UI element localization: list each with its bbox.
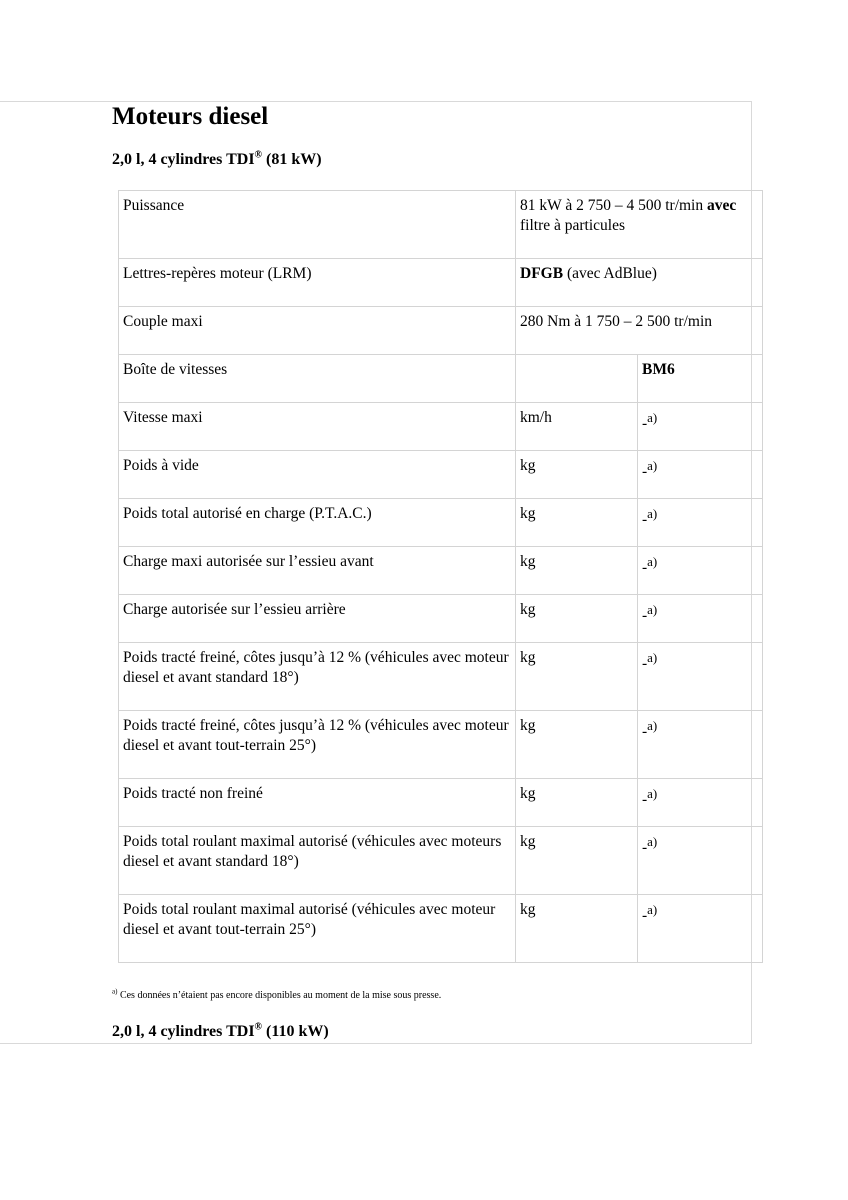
value-text: - — [642, 607, 648, 625]
spec-value — [638, 499, 763, 547]
spec-unit: kg — [516, 895, 638, 963]
spec-unit: kg — [516, 595, 638, 643]
spec-value — [516, 191, 763, 259]
value-text: - — [642, 463, 648, 481]
table-row — [119, 307, 763, 355]
spec-label: Poids total roulant maximal autorisé (véhicules avec moteur diesel et avant tout-terrain 25°) — [119, 895, 516, 963]
spec-unit: km/h — [516, 403, 638, 451]
table-row — [119, 499, 763, 547]
value-text: - — [642, 791, 648, 809]
value-text: - — [642, 907, 648, 925]
spec-value — [638, 451, 763, 499]
section-heading-text: 2,0 l, 4 cylindres TDI — [112, 1023, 255, 1040]
value-text: - — [642, 839, 648, 857]
spec-unit: kg — [516, 547, 638, 595]
spec-label: Poids tracté non freiné — [119, 779, 516, 827]
spec-label: Poids total autorisé en charge (P.T.A.C.) — [119, 499, 516, 547]
spec-label: Puissance — [119, 191, 516, 259]
table-row — [119, 895, 763, 963]
section-heading-81kw — [112, 150, 322, 170]
spec-value — [638, 895, 763, 963]
spec-value — [638, 827, 763, 895]
footnote-ref: a) — [647, 506, 658, 521]
value-text: filtre à particules — [520, 217, 626, 234]
spec-value — [638, 595, 763, 643]
table-row — [119, 827, 763, 895]
table-row — [119, 779, 763, 827]
footnote-ref: a) — [647, 602, 658, 617]
table-row — [119, 355, 763, 403]
section-heading-power: (110 kW) — [262, 1023, 329, 1040]
gearbox-value: BM6 — [638, 355, 763, 403]
table-row — [119, 643, 763, 711]
section-heading-text: 2,0 l, 4 cylindres TDI — [112, 151, 255, 168]
footnote-ref: a) — [647, 554, 658, 569]
value-text: - — [642, 723, 648, 741]
registered-mark: ® — [254, 1021, 263, 1033]
value-text: - — [642, 655, 648, 673]
footnote-mark: a) — [112, 987, 118, 996]
spec-label: Poids tracté freiné, côtes jusqu’à 12 % (véhicules avec moteur diesel et avant standard 18°) — [119, 643, 516, 711]
spec-label: Poids total roulant maximal autorisé (véhicules avec moteurs diesel et avant standard 18°) — [119, 827, 516, 895]
footnote-ref: a) — [647, 834, 658, 849]
footnote-text: Ces données n’étaient pas encore disponibles au moment de la mise sous presse. — [117, 990, 442, 1001]
value-bold: avec — [707, 197, 737, 214]
value-text: (avec AdBlue) — [563, 265, 657, 282]
spec-unit: kg — [516, 827, 638, 895]
footnote-ref: a) — [647, 902, 658, 917]
spec-unit: kg — [516, 643, 638, 711]
spec-label: Charge maxi autorisée sur l’essieu avant — [119, 547, 516, 595]
spec-value — [638, 403, 763, 451]
spec-label: Poids tracté freiné, côtes jusqu’à 12 % (véhicules avec moteur diesel et avant tout-terrain 25°) — [119, 711, 516, 779]
section-heading-power: (81 kW) — [262, 151, 322, 168]
footnote — [112, 989, 441, 1003]
spec-label: Charge autorisée sur l’essieu arrière — [119, 595, 516, 643]
table-row — [119, 451, 763, 499]
registered-mark: ® — [254, 149, 263, 161]
spec-label: Lettres-repères moteur (LRM) — [119, 259, 516, 307]
footnote-ref: a) — [647, 458, 658, 473]
engine-code: DFGB — [520, 265, 564, 282]
spec-value — [516, 259, 763, 307]
spec-value — [638, 779, 763, 827]
table-row — [119, 403, 763, 451]
spec-unit — [516, 355, 638, 403]
table-row — [119, 191, 763, 259]
footnote-ref: a) — [647, 786, 658, 801]
value-text: - — [642, 511, 648, 529]
table-row — [119, 259, 763, 307]
footnote-ref: a) — [647, 718, 658, 733]
footnote-ref: a) — [647, 650, 658, 665]
spec-label: Vitesse maxi — [119, 403, 516, 451]
spec-label: Couple maxi — [119, 307, 516, 355]
spec-label: Boîte de vitesses — [119, 355, 516, 403]
spec-unit: kg — [516, 779, 638, 827]
spec-unit: kg — [516, 451, 638, 499]
spec-value — [638, 643, 763, 711]
spec-value — [638, 711, 763, 779]
value-text: - — [642, 415, 648, 433]
table-row — [119, 595, 763, 643]
page-title: Moteurs diesel — [112, 103, 269, 130]
value-text: - — [642, 559, 648, 577]
table-row — [119, 547, 763, 595]
specs-table — [118, 190, 763, 963]
page-frame-bottom — [0, 1043, 752, 1044]
table-row — [119, 711, 763, 779]
spec-value: 280 Nm à 1 750 – 2 500 tr/min — [516, 307, 763, 355]
section-heading-110kw — [112, 1022, 329, 1042]
spec-unit: kg — [516, 711, 638, 779]
footnote-ref: a) — [647, 410, 658, 425]
value-text: 81 kW à 2 750 – 4 500 tr/min — [520, 197, 707, 214]
spec-value — [638, 547, 763, 595]
spec-label: Poids à vide — [119, 451, 516, 499]
spec-unit: kg — [516, 499, 638, 547]
